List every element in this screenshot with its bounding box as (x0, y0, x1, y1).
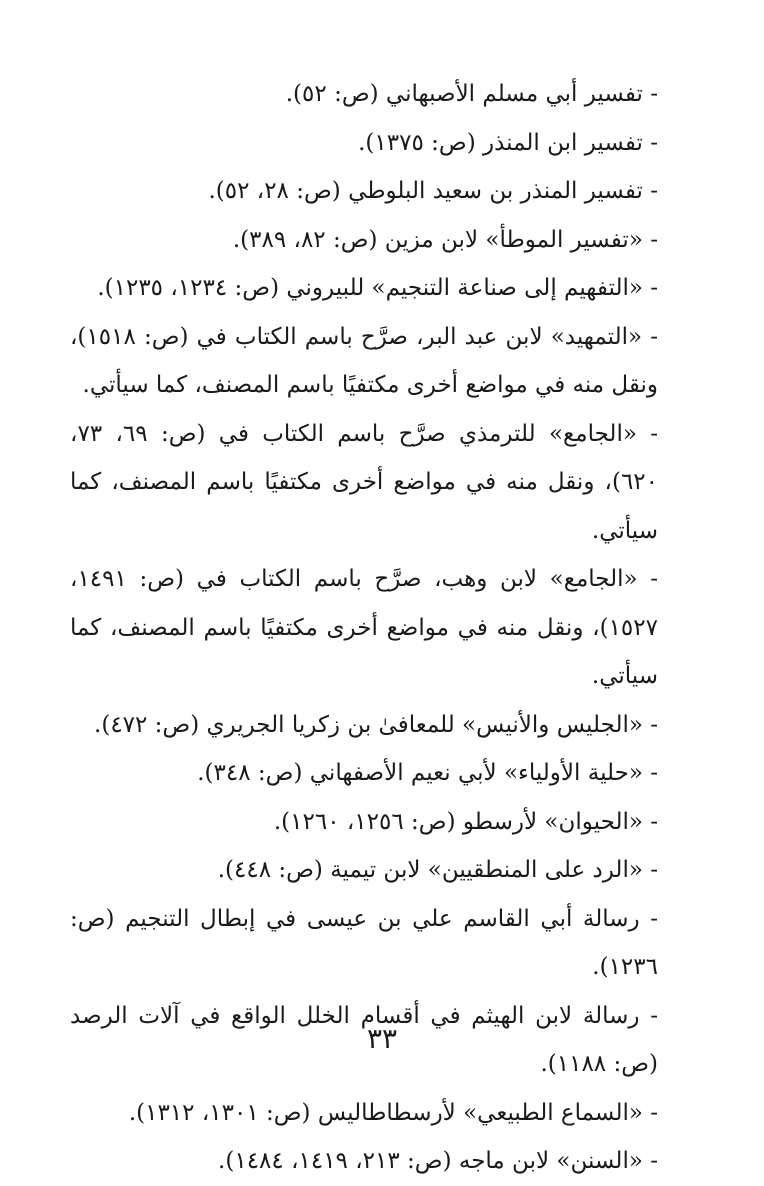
page-body (70, 70, 700, 1174)
list-item: - «الحيوان» لأرسطو (ص: ١٢٥٦، ١٢٦٠). (273, 808, 658, 835)
list-item: - «تفسير الموطأ» لابن مزين (ص: ٨٢، ٣٨٩). (232, 226, 658, 253)
list-item: - «السنن» لابن ماجه (ص: ٢١٣، ١٤١٩، ١٤٨٤). (218, 1148, 658, 1174)
page-number: ٣٣ (366, 1022, 398, 1055)
list-item: - «الرد على المنطقيين» لابن تيمية (ص: ٤٤٨). (217, 857, 658, 883)
list-item: - «السماع الطبيعي» لأرسطاطاليس (ص: ١٣٠١، ١٣١٢). (128, 1099, 658, 1126)
list-item: - تفسير المنذر بن سعيد البلوطي (ص: ٢٨، ٥٢). (208, 178, 658, 204)
list-item: - «التمهيد» لابن عبد البر، صرَّح باسم الكتاب في (ص: ١٥١٨)، ونقل منه في مواضع أخرى مكتفيًا باسم المصنف، كما سيأتي. (70, 323, 658, 398)
list-item: - رسالة لابن الهيثم في أقسام الخلل الواقع في آلات الرصد (ص: ١١٨٨). (70, 1002, 658, 1077)
list-item: - رسالة أبي القاسم علي بن عيسى في إبطال التنجيم (ص: ١٢٣٦). (70, 905, 658, 980)
list-item: - «الجليس والأنيس» للمعافىٰ بن زكريا الجريري (ص: ٤٧٢). (94, 711, 658, 738)
list-item: - تفسير أبي مسلم الأصبهاني (ص: ٥٢). (285, 81, 658, 107)
list-item: - «الجامع» لابن وهب، صرَّح باسم الكتاب في (ص: ١٤٩١، ١٥٢٧)، ونقل منه في مواضع أخرى مكتفيًا باسم المصنف، كما سيأتي. (70, 566, 658, 689)
list-item: - «حلية الأولياء» لأبي نعيم الأصفهاني (ص: ٣٤٨). (197, 760, 658, 786)
list-item: - «الجامع» للترمذي صرَّح باسم الكتاب في (ص: ٦٩، ٧٣، ٦٢٠)، ونقل منه في مواضع أخرى مكتفيًا باسم المصنف، كما سيأتي. (70, 420, 658, 544)
list-item: - تفسير ابن المنذر (ص: ١٣٧٥). (358, 129, 658, 156)
list-item: - «التفهيم إلى صناعة التنجيم» للبيروني (ص: ١٢٣٤، ١٢٣٥). (97, 275, 658, 301)
